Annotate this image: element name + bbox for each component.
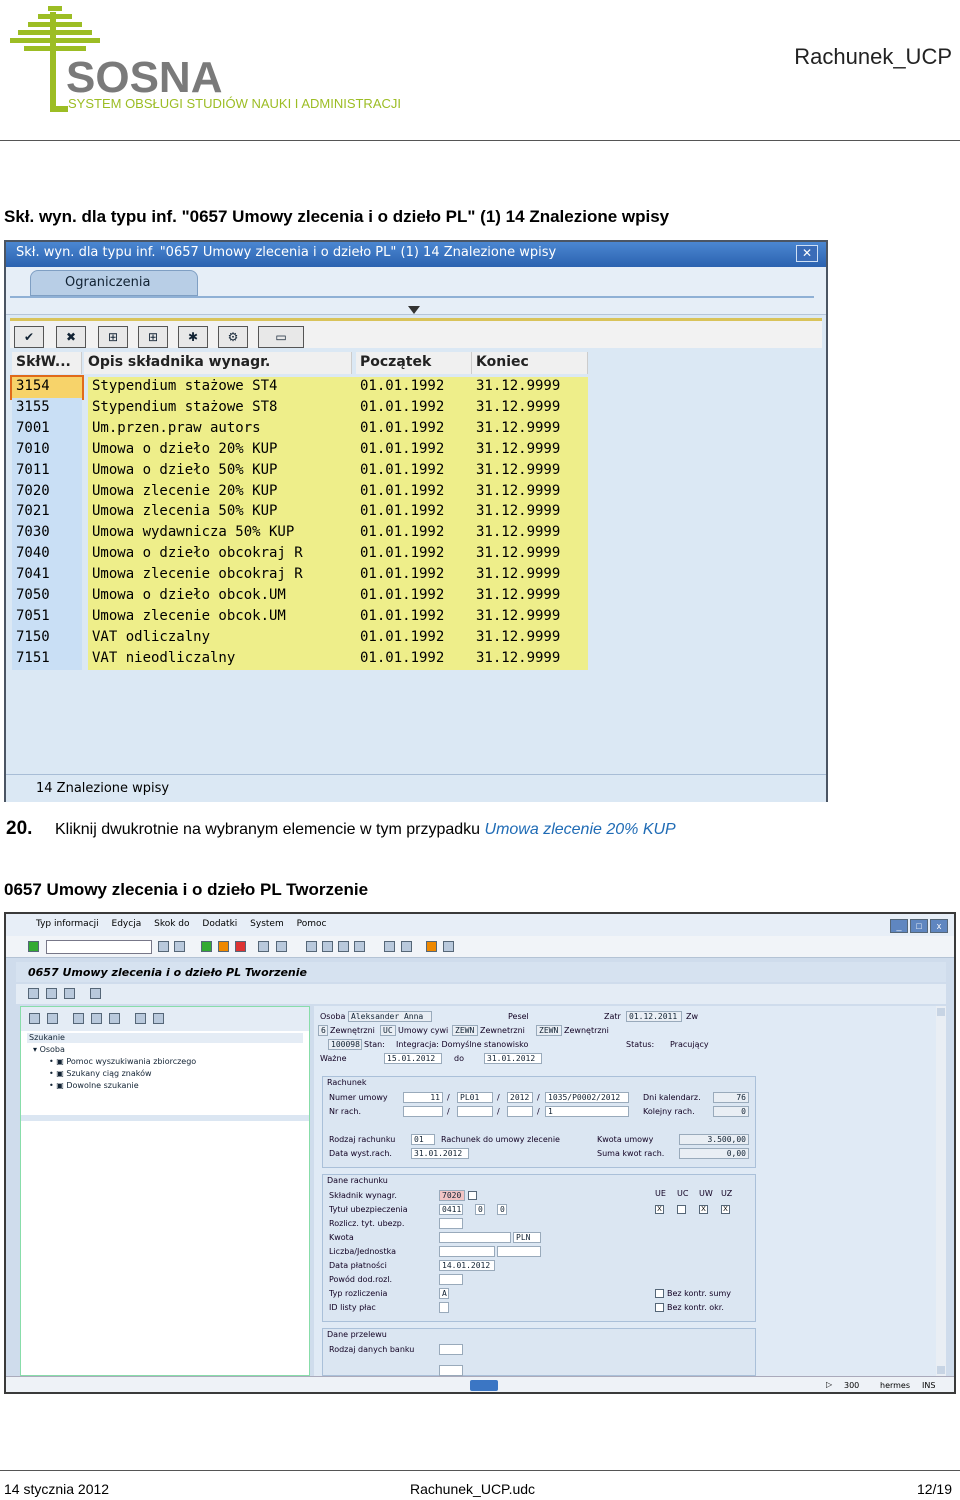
separator: / — [447, 1107, 450, 1116]
object-manager-toolbar — [21, 1007, 309, 1031]
dialog-toolbar — [10, 318, 822, 348]
nr-rach-field-2[interactable] — [457, 1106, 493, 1117]
subgroup-field: UC — [380, 1025, 396, 1036]
tree-item-szukany[interactable]: • ▣ Szukany ciąg znaków — [49, 1069, 152, 1078]
cell-start: 01.01.1992 — [356, 482, 472, 503]
separator: / — [497, 1093, 500, 1102]
cell-key: 7011 — [12, 461, 82, 482]
maximize-icon[interactable]: □ — [910, 919, 928, 933]
kwota-field[interactable] — [439, 1232, 511, 1243]
zw-label: Zw — [686, 1012, 699, 1021]
confirm-icon[interactable]: ✔ — [14, 326, 44, 348]
table-row[interactable] — [12, 460, 588, 481]
data-wyst-label: Data wyst.rach. — [329, 1149, 392, 1158]
nr-rach-field-3[interactable] — [507, 1106, 533, 1117]
object-manager — [20, 1006, 310, 1376]
zatr-field: 01.12.2011 — [626, 1011, 682, 1022]
list-icon[interactable] — [91, 1013, 102, 1024]
copy-icon[interactable] — [46, 988, 57, 999]
kwota-umowy-label: Kwota umowy — [597, 1135, 654, 1144]
dialog-title: Skł. wyn. dla typu inf. "0657 Umowy zlecenia i o dzieło PL" (1) 14 Znalezione wpisy — [16, 245, 557, 260]
data-platnosci-label: Data płatności — [329, 1261, 387, 1270]
table-row[interactable] — [12, 481, 588, 502]
footer-page: 12/19 — [916, 1481, 952, 1497]
cell-description: Umowa zlecenie obcok.UM — [88, 607, 356, 628]
table-row[interactable] — [12, 585, 588, 606]
wazne-label: Ważne — [320, 1054, 347, 1063]
col-ue: UE — [655, 1189, 666, 1198]
search-icon[interactable] — [73, 1013, 84, 1024]
menu-skok-do[interactable]: Skok do — [154, 919, 190, 929]
tree-item-label: Szukany ciąg znaków — [66, 1069, 152, 1078]
tytul-label: Tytuł ubezpieczenia — [329, 1205, 408, 1214]
separator: / — [497, 1107, 500, 1116]
first-page-icon[interactable] — [306, 941, 317, 952]
save-icon[interactable] — [174, 941, 185, 952]
skladnik-label: Składnik wynagr. — [329, 1191, 397, 1200]
filter-icon[interactable]: ✱ — [178, 326, 208, 348]
data-wyst-field[interactable]: 31.01.2012 — [411, 1148, 469, 1159]
numer-umowy-field-1[interactable]: 11 — [403, 1092, 443, 1103]
logo-tagline: SYSTEM OBSŁUGI STUDIÓW NAUKI I ADMINISTRACJI — [68, 96, 401, 111]
dropdown-icon[interactable] — [158, 941, 169, 952]
checkbox-bez-sumy[interactable] — [655, 1289, 664, 1298]
settings-icon[interactable]: ⚙ — [218, 326, 248, 348]
section-heading-create: 0657 Umowy zlecenia i o dzieło PL Tworzenie — [4, 880, 369, 899]
currency-field[interactable]: PLN — [513, 1232, 541, 1243]
cell-start: 01.01.1992 — [356, 523, 472, 544]
numer-umowy-field-2[interactable]: PL01 — [457, 1092, 493, 1103]
cancel-icon[interactable] — [235, 941, 246, 952]
exit-icon[interactable] — [218, 941, 229, 952]
cell-start: 01.01.1992 — [356, 419, 472, 440]
infotype-form — [314, 1006, 946, 1376]
menu-edycja[interactable]: Edycja — [111, 919, 142, 929]
cell-end: 31.12.9999 — [472, 628, 588, 649]
group-dane-rachunku — [322, 1174, 756, 1322]
stan-value: Integracja: Domyślne stanowisko — [396, 1040, 529, 1049]
nr-rach-label: Nr rach. — [329, 1107, 362, 1116]
valid-from-field[interactable]: 15.01.2012 — [384, 1053, 442, 1064]
tab-divider — [10, 296, 814, 298]
table-row[interactable] — [12, 627, 588, 648]
standard-toolbar — [6, 936, 954, 958]
table-row[interactable] — [12, 439, 588, 460]
enter-icon[interactable] — [28, 941, 39, 952]
cell-description: Umowa o dzieło obcokraj R — [88, 544, 356, 565]
column-header-description[interactable]: Opis składnika wynagr. — [84, 352, 352, 374]
close-icon[interactable]: ✕ — [796, 245, 818, 262]
scroll-down-icon[interactable] — [937, 1366, 945, 1374]
area-field: ZEWN — [452, 1025, 478, 1036]
cell-description: Stypendium stażowe ST8 — [88, 398, 356, 419]
cell-description: Umowa zlecenia 50% KUP — [88, 502, 356, 523]
rodzaj-rachunku-field[interactable]: 01 — [411, 1134, 435, 1145]
last-page-icon[interactable] — [354, 941, 365, 952]
tytul-field-1[interactable]: 0411 — [439, 1204, 463, 1215]
logo-name: SOSNA — [66, 53, 223, 102]
separator: / — [447, 1093, 450, 1102]
cell-start: 01.01.1992 — [356, 586, 472, 607]
layout-dropdown-icon[interactable]: ▭ — [258, 326, 304, 348]
group-text: Zewnętrzni — [330, 1026, 375, 1035]
cell-description: VAT nieodliczalny — [88, 649, 356, 670]
delimit-icon[interactable] — [64, 988, 75, 999]
table-row[interactable] — [12, 543, 588, 564]
new-session-icon[interactable] — [384, 941, 395, 952]
group-title: Dane rachunku — [327, 1176, 388, 1185]
cell-start: 01.01.1992 — [356, 377, 472, 398]
step-instruction — [55, 821, 676, 839]
next-page-icon[interactable] — [338, 941, 349, 952]
cell-key: 7020 — [12, 482, 82, 503]
personnel-number: 100098 — [328, 1039, 362, 1050]
table-row[interactable] — [12, 648, 588, 669]
tytul-field-3[interactable]: 0 — [497, 1204, 507, 1215]
numer-umowy-field-3[interactable]: 2012 — [507, 1092, 533, 1103]
subgroup-text: Umowy cywi — [398, 1026, 449, 1035]
cell-start: 01.01.1992 — [356, 440, 472, 461]
kolejny-field: 0 — [713, 1106, 749, 1117]
cell-description: Umowa zlecenie 20% KUP — [88, 482, 356, 503]
command-field[interactable] — [46, 940, 152, 954]
expand-triangle-icon[interactable] — [408, 306, 420, 314]
group-title: Dane przelewu — [327, 1330, 387, 1339]
col-uw: UW — [699, 1189, 713, 1198]
id-listy-field[interactable] — [439, 1302, 449, 1313]
osoba-label: Osoba — [320, 1012, 346, 1021]
menu-typ-informacji[interactable]: Typ informacji — [36, 919, 99, 929]
details-icon[interactable] — [109, 1013, 120, 1024]
liczba-label: Liczba/Jednostka — [329, 1247, 396, 1256]
rodzaj-banku-label: Rodzaj danych banku — [329, 1345, 415, 1354]
powod-field[interactable] — [439, 1274, 463, 1285]
menu-pomoc[interactable]: Pomoc — [296, 919, 327, 929]
checkbox-bez-okr[interactable] — [655, 1303, 664, 1312]
cell-key: 7050 — [12, 586, 82, 607]
footer-divider — [0, 1470, 960, 1471]
rozlicz-field[interactable] — [439, 1218, 463, 1229]
column-header-end[interactable]: Koniec — [472, 352, 588, 374]
cell-start: 01.01.1992 — [356, 565, 472, 586]
cell-end: 31.12.9999 — [472, 649, 588, 670]
status-label: Status: — [626, 1040, 655, 1049]
status-bar: 14 Znalezione wpisy — [6, 774, 826, 802]
cell-end: 31.12.9999 — [472, 440, 588, 461]
pesel-label: Pesel — [508, 1012, 529, 1021]
cell-description: Umowa o dzieło 50% KUP — [88, 461, 356, 482]
window-controls — [888, 916, 948, 934]
cell-key: 3154 — [12, 377, 82, 398]
cell-end: 31.12.9999 — [472, 461, 588, 482]
skladnik-field[interactable]: 7020 — [439, 1190, 465, 1201]
sap-logo — [470, 1380, 498, 1391]
status-bar — [6, 1376, 954, 1394]
overview-icon[interactable] — [28, 988, 39, 999]
cell-end: 31.12.9999 — [472, 544, 588, 565]
play-icon[interactable]: ▷ — [826, 1380, 833, 1389]
tytul-field-2[interactable]: 0 — [475, 1204, 485, 1215]
find-next-icon[interactable]: ⊞ — [138, 326, 168, 348]
footer-file: Rachunek_UCP.udc — [410, 1481, 536, 1497]
separator: / — [537, 1093, 540, 1102]
cell-key: 7151 — [12, 649, 82, 670]
col-uz: UZ — [721, 1189, 733, 1198]
subarea-field: ZEWN — [536, 1025, 562, 1036]
cell-end: 31.12.9999 — [472, 377, 588, 398]
bez-okr-label: Bez kontr. okr. — [667, 1303, 724, 1312]
cell-key: 7021 — [12, 502, 82, 523]
cell-key: 3155 — [12, 398, 82, 419]
cancel-icon[interactable]: ✖ — [56, 326, 86, 348]
cell-description: Umowa zlecenie obcokraj R — [88, 565, 356, 586]
suma-field: 0,00 — [679, 1148, 749, 1159]
host-name: hermes — [880, 1381, 911, 1390]
kwota-umowy-field: 3.500,00 — [679, 1134, 749, 1145]
table-row[interactable] — [12, 501, 588, 522]
area-text: Zewnetrzni — [480, 1026, 525, 1035]
kolejny-label: Kolejny rach. — [643, 1107, 695, 1116]
stan-label: Stan: — [364, 1040, 385, 1049]
shortcut-icon[interactable] — [401, 941, 412, 952]
scroll-up-icon[interactable] — [937, 1008, 945, 1016]
cell-key: 7150 — [12, 628, 82, 649]
group-rachunek — [322, 1076, 756, 1168]
menu-dodatki[interactable]: Dodatki — [202, 919, 238, 929]
cell-key: 7001 — [12, 419, 82, 440]
cell-end: 31.12.9999 — [472, 586, 588, 607]
dni-label: Dni kalendarz. — [643, 1093, 701, 1102]
tree-toggle-icon[interactable] — [90, 988, 101, 999]
bez-sumy-label: Bez kontr. sumy — [667, 1289, 732, 1298]
print-icon[interactable] — [258, 941, 269, 952]
table-row[interactable] — [12, 376, 588, 397]
cell-description: Um.przen.praw autors — [88, 419, 356, 440]
section-heading-search-results: Skł. wyn. dla typu inf. "0657 Umowy zlecenia i o dzieło PL" (1) 14 Znalezione wpisy — [4, 207, 670, 226]
document-title: Rachunek_UCP — [794, 44, 952, 69]
help-icon[interactable] — [426, 941, 437, 952]
group-title: Rachunek — [327, 1078, 367, 1087]
rodzaj-rachunku-label: Rodzaj rachunku — [329, 1135, 396, 1144]
cell-end: 31.12.9999 — [472, 482, 588, 503]
checkbox-uz[interactable]: X — [721, 1205, 730, 1214]
menu-bar — [6, 914, 954, 936]
typ-rozliczenia-label: Typ rozliczenia — [329, 1289, 388, 1298]
cell-key: 7030 — [12, 523, 82, 544]
cell-end: 31.12.9999 — [472, 565, 588, 586]
column-header-start[interactable]: Początek — [356, 352, 472, 374]
search-results-dialog — [4, 240, 828, 802]
suma-label: Suma kwot rach. — [597, 1149, 665, 1158]
minimize-icon[interactable]: _ — [890, 919, 908, 933]
tree-item-label: Pomoc wyszukiwania zbiorczego — [66, 1057, 197, 1066]
checkbox-uc[interactable] — [677, 1205, 686, 1214]
subarea-text: Zewnętrzni — [564, 1026, 609, 1035]
numer-umowy-label: Numer umowy — [329, 1093, 388, 1102]
osoba-field: Aleksander Anna — [348, 1011, 432, 1022]
column-header-key[interactable]: SkłW... — [12, 352, 82, 374]
status-value: Pracujący — [670, 1040, 709, 1049]
tree-header: Szukanie — [27, 1033, 303, 1043]
header-divider — [0, 140, 960, 141]
tab-ograniczenia[interactable]: Ograniczenia — [30, 270, 198, 296]
rozlicz-label: Rozlicz. tyt. ubezp. — [329, 1219, 405, 1228]
cell-start: 01.01.1992 — [356, 502, 472, 523]
table-row[interactable] — [12, 564, 588, 585]
cell-description: Stypendium stażowe ST4 — [88, 377, 356, 398]
cell-description: Umowa o dzieło obcok.UM — [88, 586, 356, 607]
nr-rach-field-1[interactable] — [403, 1106, 443, 1117]
pane-splitter[interactable] — [21, 1115, 309, 1121]
cell-description: Umowa wydawnicza 50% KUP — [88, 523, 356, 544]
cell-key: 7051 — [12, 607, 82, 628]
numer-umowy-field-4[interactable]: 1035/P0002/2012 — [545, 1092, 629, 1103]
vertical-scrollbar[interactable] — [936, 1006, 946, 1376]
powod-label: Powód dod.rozl. — [329, 1275, 393, 1284]
transaction-title: 0657 Umowy zlecenia i o dzieło PL Tworzenie — [16, 962, 946, 982]
zatr-label: Zatr — [604, 1012, 621, 1021]
checkbox-uw[interactable]: X — [699, 1205, 708, 1214]
cell-description: Umowa o dzieło 20% KUP — [88, 440, 356, 461]
search-help-icon[interactable] — [468, 1191, 477, 1200]
cell-end: 31.12.9999 — [472, 419, 588, 440]
id-listy-label: ID listy płac — [329, 1303, 376, 1312]
tree-root-label: Osoba — [39, 1045, 65, 1054]
tree-item-pomoc[interactable]: • ▣ Pomoc wyszukiwania zbiorczego — [49, 1057, 197, 1066]
client-number: 300 — [844, 1381, 860, 1390]
table-row[interactable] — [12, 606, 588, 627]
rodzaj-banku-field[interactable] — [439, 1344, 463, 1355]
find-icon[interactable] — [276, 941, 287, 952]
input-mode: INS — [922, 1381, 936, 1390]
expand-icon[interactable] — [153, 1013, 164, 1024]
dialog-title-bar — [6, 242, 826, 267]
step-emphasis: Umowa zlecenie 20% KUP — [484, 821, 676, 838]
sap-create-window — [4, 912, 956, 1394]
kwota-label: Kwota — [329, 1233, 354, 1242]
forward-arrow-icon[interactable] — [47, 1013, 58, 1024]
cell-start: 01.01.1992 — [356, 628, 472, 649]
application-toolbar — [16, 984, 946, 1004]
table-row[interactable] — [12, 397, 588, 418]
back-icon[interactable] — [201, 941, 212, 952]
collapse-icon[interactable] — [135, 1013, 146, 1024]
back-arrow-icon[interactable] — [29, 1013, 40, 1024]
cell-end: 31.12.9999 — [472, 398, 588, 419]
nr-rach-field-4[interactable]: 1 — [545, 1106, 629, 1117]
cell-start: 01.01.1992 — [356, 398, 472, 419]
cell-key: 7041 — [12, 565, 82, 586]
close-window-icon[interactable]: x — [930, 919, 948, 933]
cell-key: 7010 — [12, 440, 82, 461]
footer-date: 14 stycznia 2012 — [4, 1481, 110, 1497]
table-row[interactable] — [12, 522, 588, 543]
step-text: Kliknij dwukrotnie na wybranym elemencie w tym przypadku — [55, 821, 481, 838]
cell-start: 01.01.1992 — [356, 607, 472, 628]
tree-root-osoba[interactable]: ▾ Osoba — [33, 1045, 65, 1054]
group-field: 6 — [318, 1025, 328, 1036]
col-uc: UC — [677, 1189, 689, 1198]
table-row[interactable] — [12, 418, 588, 439]
valid-to-field[interactable]: 31.01.2012 — [484, 1053, 542, 1064]
cell-key: 7040 — [12, 544, 82, 565]
cell-start: 01.01.1992 — [356, 544, 472, 565]
cell-end: 31.12.9999 — [472, 502, 588, 523]
cell-start: 01.01.1992 — [356, 461, 472, 482]
tree-item-label: Dowolne szukanie — [66, 1081, 139, 1090]
checkbox-ue[interactable]: X — [655, 1205, 664, 1214]
step-number: 20. — [6, 818, 33, 839]
sosna-logo — [10, 4, 530, 116]
cell-description: VAT odliczalny — [88, 628, 356, 649]
data-platnosci-field[interactable]: 14.01.2012 — [439, 1260, 495, 1271]
liczba-field[interactable] — [439, 1246, 495, 1257]
dni-field: 76 — [713, 1092, 749, 1103]
binoculars-icon[interactable]: ⊞ — [98, 326, 128, 348]
cell-end: 31.12.9999 — [472, 607, 588, 628]
tree-item-dowolne[interactable]: • ▣ Dowolne szukanie — [49, 1081, 139, 1090]
rodzaj-rachunku-text: Rachunek do umowy zlecenie — [441, 1135, 560, 1144]
next-field[interactable] — [439, 1365, 463, 1376]
previous-page-icon[interactable] — [322, 941, 333, 952]
cell-start: 01.01.1992 — [356, 649, 472, 670]
layout-icon[interactable] — [443, 941, 454, 952]
jednostka-field[interactable] — [497, 1246, 541, 1257]
cell-end: 31.12.9999 — [472, 523, 588, 544]
menu-system[interactable]: System — [250, 919, 284, 929]
typ-rozliczenia-field[interactable]: A — [439, 1288, 449, 1299]
separator: / — [537, 1107, 540, 1116]
do-label: do — [454, 1054, 464, 1063]
group-dane-przelewu — [322, 1328, 756, 1376]
